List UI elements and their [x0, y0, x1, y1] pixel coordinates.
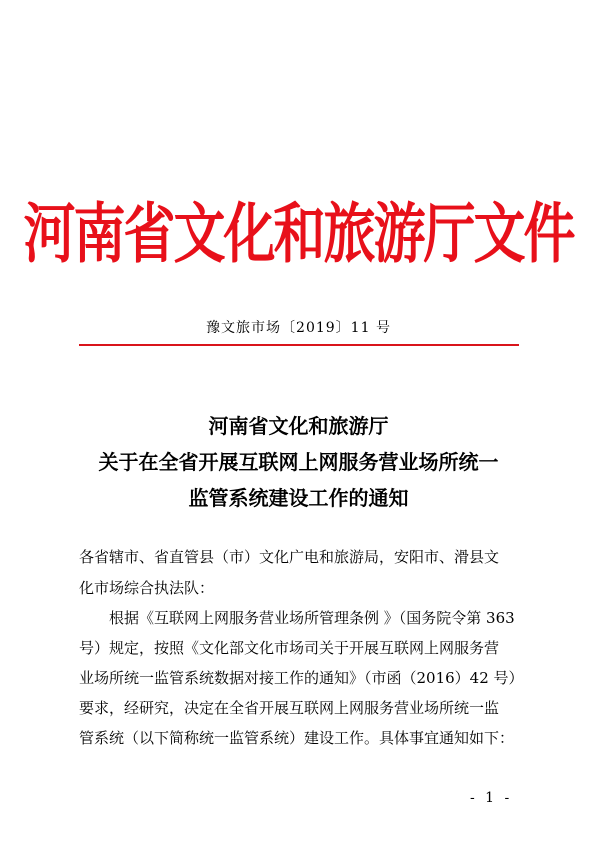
page-number: - 1 - — [470, 790, 513, 806]
document-number: 豫文旅市场〔2019〕11 号 — [206, 320, 391, 336]
red-divider-rule — [79, 344, 519, 346]
body-line-4: 号）规定，按照《文化部文化市场司关于开展互联网上网服务营 — [79, 639, 500, 657]
title-line-2: 关于在全省开展互联网上网服务营业场所统一 — [98, 450, 499, 474]
body-line-7: 管系统（以下简称统一监管系统）建设工作。具体事宜通知如下： — [79, 729, 515, 747]
body-line-3: 根据《互联网上网服务营业场所管理条例 》（国务院令第 363 — [79, 609, 515, 627]
agency-red-header: 河南省文化和旅游厅文件 — [23, 197, 574, 273]
body-line-1: 各省辖市、省直管县（市）文化广电和旅游局，安阳市、滑县文 — [79, 548, 500, 566]
title-line-3: 监管系统建设工作的通知 — [188, 486, 409, 510]
title-line-1: 河南省文化和旅游厅 — [208, 414, 389, 438]
body-line-6: 要求，经研究，决定在全省开展互联网上网服务营业场所统一监 — [79, 699, 500, 717]
body-line-5: 业场所统一监管系统数据对接工作的通知》（市函（2016）42 号） — [79, 669, 524, 687]
body-line-2: 化市场综合执法队： — [79, 579, 215, 597]
